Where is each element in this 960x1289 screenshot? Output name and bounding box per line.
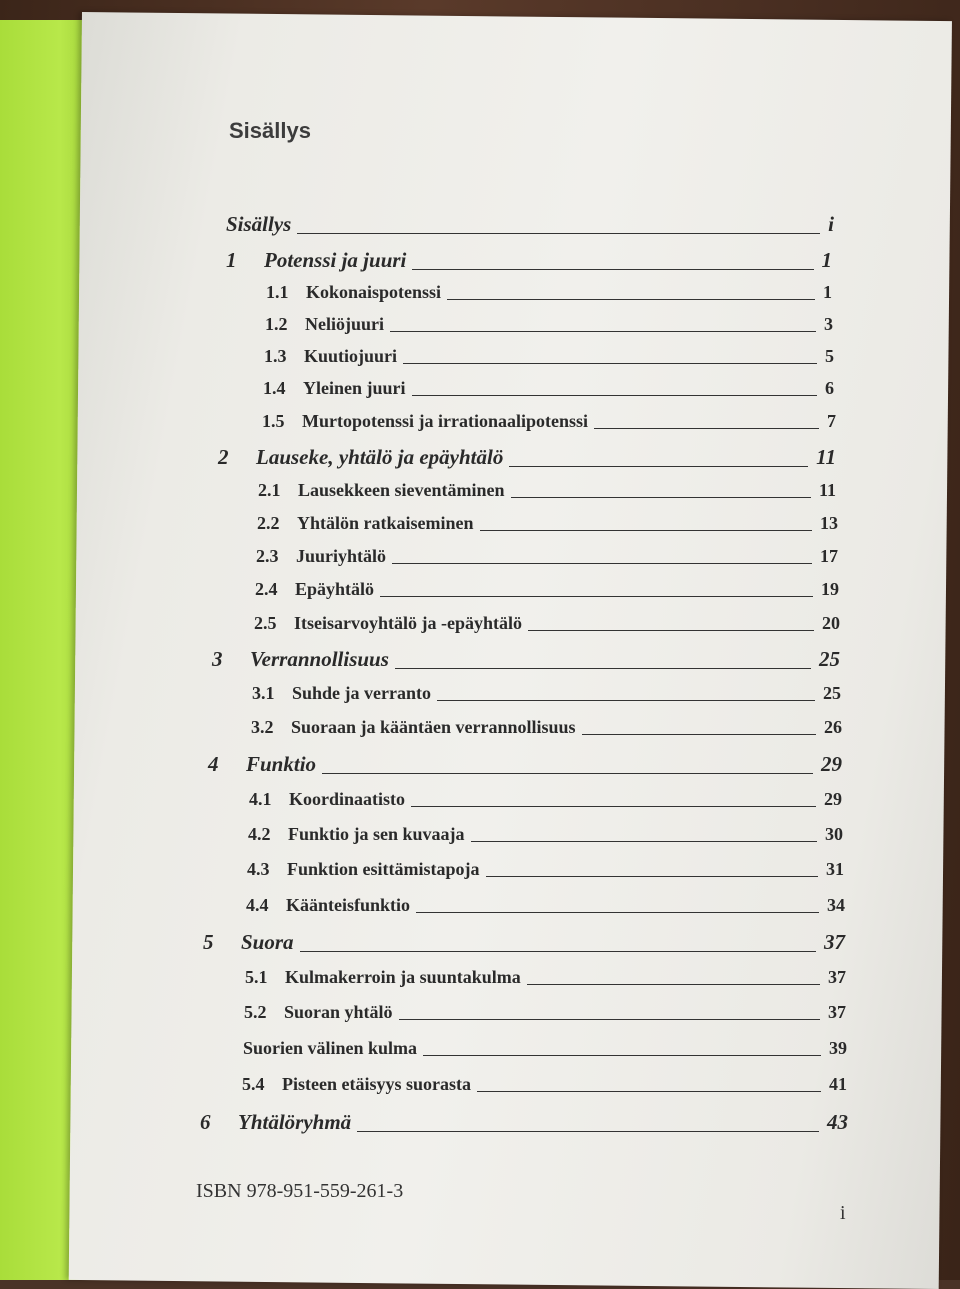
toc-row-section-2-5 bbox=[254, 613, 840, 634]
toc-number: 4.4 bbox=[246, 895, 269, 915]
toc-title: Koordinaatisto bbox=[289, 789, 406, 809]
toc-number: 2.1 bbox=[258, 480, 281, 500]
toc-page-number: i bbox=[828, 212, 834, 236]
toc-page-number: 13 bbox=[820, 513, 838, 533]
toc-row-section-1-3 bbox=[264, 346, 834, 367]
toc-number: 1.1 bbox=[266, 282, 289, 302]
toc-leader bbox=[403, 362, 817, 364]
toc-row-chapter-6 bbox=[200, 1110, 848, 1135]
toc-page-number: 17 bbox=[820, 546, 838, 566]
toc-number: 1.5 bbox=[262, 411, 285, 431]
toc-page-number: 43 bbox=[827, 1110, 848, 1134]
toc-leader bbox=[380, 595, 813, 597]
toc-page-number: 6 bbox=[825, 378, 834, 398]
toc-leader bbox=[447, 298, 815, 300]
toc-leader bbox=[411, 805, 816, 807]
toc-number: 4.3 bbox=[247, 859, 270, 879]
toc-number: 1.2 bbox=[265, 314, 288, 334]
toc-page-number: 5 bbox=[825, 346, 834, 366]
toc-page-number: 41 bbox=[829, 1074, 847, 1094]
toc-number: 3.1 bbox=[252, 683, 275, 703]
toc-page-number: 25 bbox=[819, 647, 840, 671]
toc-title: Suhde ja verranto bbox=[292, 683, 431, 703]
toc-number: 3.2 bbox=[251, 717, 274, 737]
toc-page-number: 25 bbox=[823, 683, 841, 703]
toc-row-section-3-1 bbox=[252, 683, 841, 704]
toc-page-number: 26 bbox=[824, 717, 842, 737]
toc-leader bbox=[297, 232, 820, 234]
toc-title: Kuutiojuuri bbox=[304, 346, 398, 366]
toc-page-number: 34 bbox=[827, 895, 845, 915]
toc-title: Kokonaispotenssi bbox=[306, 282, 442, 302]
toc-row-contents bbox=[226, 212, 834, 237]
isbn-text: ISBN 978-951-559-261-3 bbox=[196, 1180, 404, 1202]
toc-title: Lauseke, yhtälö ja epäyhtälö bbox=[256, 445, 504, 469]
toc-title: Itseisarvoyhtälö ja -epäyhtälö bbox=[294, 613, 522, 633]
toc-leader bbox=[423, 1054, 821, 1056]
toc-leader bbox=[480, 529, 812, 531]
toc-leader bbox=[412, 268, 813, 270]
toc-number: 3 bbox=[212, 647, 223, 671]
toc-leader bbox=[300, 950, 816, 952]
toc-title: Pisteen etäisyys suorasta bbox=[282, 1074, 471, 1094]
toc-row-chapter-4 bbox=[208, 752, 842, 777]
toc-number: 2.5 bbox=[254, 613, 277, 633]
toc-row-section-1-4 bbox=[263, 378, 834, 399]
toc-title: Neliöjuuri bbox=[305, 314, 384, 334]
toc-leader bbox=[399, 1018, 820, 1020]
toc-number: 1 bbox=[226, 248, 237, 272]
toc-number: 2.2 bbox=[257, 513, 280, 533]
toc-page-number: 29 bbox=[821, 752, 842, 776]
page-number: i bbox=[840, 1202, 846, 1224]
toc-title: Suoraan ja kääntäen verrannollisuus bbox=[291, 717, 576, 737]
toc-number: 5 bbox=[203, 930, 214, 954]
toc-title: Yhtälöryhmä bbox=[238, 1110, 352, 1134]
toc-title: Murtopotenssi ja irrationaalipotenssi bbox=[302, 411, 588, 431]
toc-number: 6 bbox=[200, 1110, 211, 1134]
toc-row-section-4-1 bbox=[249, 789, 842, 810]
toc-page-number: 31 bbox=[826, 859, 844, 879]
toc-page-number: 1 bbox=[823, 282, 832, 302]
toc-number: 4 bbox=[208, 752, 219, 776]
toc-title: Funktio ja sen kuvaaja bbox=[288, 824, 465, 844]
toc-number: 1.4 bbox=[263, 378, 286, 398]
toc-row-section-4-2 bbox=[248, 824, 843, 845]
toc-title: Lausekkeen sieventäminen bbox=[298, 480, 505, 500]
toc-number: 2.4 bbox=[255, 579, 278, 599]
toc-leader bbox=[594, 427, 819, 429]
toc-row-section-4-4 bbox=[246, 895, 845, 916]
toc-leader bbox=[390, 330, 816, 332]
toc-page-number: 1 bbox=[821, 248, 832, 272]
toc-leader bbox=[357, 1130, 819, 1132]
toc-number: 2.3 bbox=[256, 546, 279, 566]
toc-title: Juuriyhtälö bbox=[296, 546, 387, 566]
toc-leader bbox=[511, 496, 811, 498]
toc-leader bbox=[527, 983, 820, 985]
toc-row-section-3-2 bbox=[251, 717, 842, 738]
toc-leader bbox=[412, 394, 817, 396]
toc-row-section-2-4 bbox=[255, 579, 839, 600]
toc-page-number: 29 bbox=[824, 789, 842, 809]
toc-title: Verrannollisuus bbox=[250, 647, 389, 671]
toc-leader bbox=[392, 562, 812, 564]
toc-title: Funktion esittämistapoja bbox=[287, 859, 480, 879]
toc-leader bbox=[509, 465, 808, 467]
toc-number: 5.4 bbox=[242, 1074, 265, 1094]
toc-leader bbox=[437, 699, 815, 701]
toc-page-number: 11 bbox=[816, 445, 836, 469]
toc-page-number: 39 bbox=[829, 1038, 847, 1058]
toc-leader bbox=[395, 667, 811, 669]
toc-row-section-1-5 bbox=[262, 411, 836, 432]
toc-page-number: 7 bbox=[827, 411, 836, 431]
toc-leader bbox=[322, 772, 813, 774]
toc-leader bbox=[471, 840, 817, 842]
toc-row-section-4-3 bbox=[247, 859, 844, 880]
page-title: Sisällys bbox=[229, 118, 311, 143]
toc-row-section-5-3 bbox=[243, 1038, 847, 1059]
toc-row-chapter-3 bbox=[212, 647, 840, 672]
toc-page-number: 37 bbox=[828, 1002, 846, 1022]
toc-row-section-1-2 bbox=[265, 314, 833, 335]
toc-title: Yhtälön ratkaiseminen bbox=[297, 513, 474, 533]
toc-number: 2 bbox=[218, 445, 229, 469]
toc-title: Käänteisfunktio bbox=[286, 895, 411, 915]
toc-leader bbox=[416, 911, 819, 913]
toc-page-number: 3 bbox=[824, 314, 833, 334]
toc-title: Potenssi ja juuri bbox=[264, 248, 407, 272]
toc-number: 5.1 bbox=[245, 967, 268, 987]
toc-row-chapter-1 bbox=[226, 248, 832, 273]
toc-row-chapter-5 bbox=[203, 930, 845, 955]
toc-page-number: 20 bbox=[822, 613, 840, 633]
toc-leader bbox=[582, 733, 816, 735]
toc-page-number: 37 bbox=[828, 967, 846, 987]
toc-row-section-1-1 bbox=[266, 282, 832, 303]
toc-title: Yleinen juuri bbox=[303, 378, 406, 398]
toc-page-number: 11 bbox=[818, 480, 836, 500]
toc-row-section-2-3 bbox=[256, 546, 838, 567]
toc-number: 4.1 bbox=[249, 789, 272, 809]
toc-title: Kulmakerroin ja suuntakulma bbox=[285, 967, 521, 987]
toc-page-number: 19 bbox=[821, 579, 839, 599]
toc-row-chapter-2 bbox=[218, 445, 836, 470]
toc-title: Suorien välinen kulma bbox=[243, 1038, 418, 1058]
toc-row-section-2-2 bbox=[257, 513, 838, 534]
toc-leader bbox=[477, 1090, 821, 1092]
toc-row-section-5-1 bbox=[245, 967, 846, 988]
toc-page-number: 37 bbox=[824, 930, 845, 954]
toc-number: 5.2 bbox=[244, 1002, 267, 1022]
toc-title: Suora bbox=[241, 930, 294, 954]
toc-title: Epäyhtälö bbox=[295, 579, 375, 599]
toc-number: 4.2 bbox=[248, 824, 271, 844]
toc-number: 1.3 bbox=[264, 346, 287, 366]
toc-row-section-2-1 bbox=[258, 480, 836, 501]
toc-row-section-5-4 bbox=[242, 1074, 847, 1095]
toc-row-section-5-2 bbox=[244, 1002, 846, 1023]
toc-title: Suoran yhtälö bbox=[284, 1002, 393, 1022]
toc-leader bbox=[486, 875, 818, 877]
toc-title: Sisällys bbox=[226, 212, 292, 236]
toc-leader bbox=[528, 629, 814, 631]
toc-page-number: 30 bbox=[825, 824, 843, 844]
toc-title: Funktio bbox=[246, 752, 317, 776]
